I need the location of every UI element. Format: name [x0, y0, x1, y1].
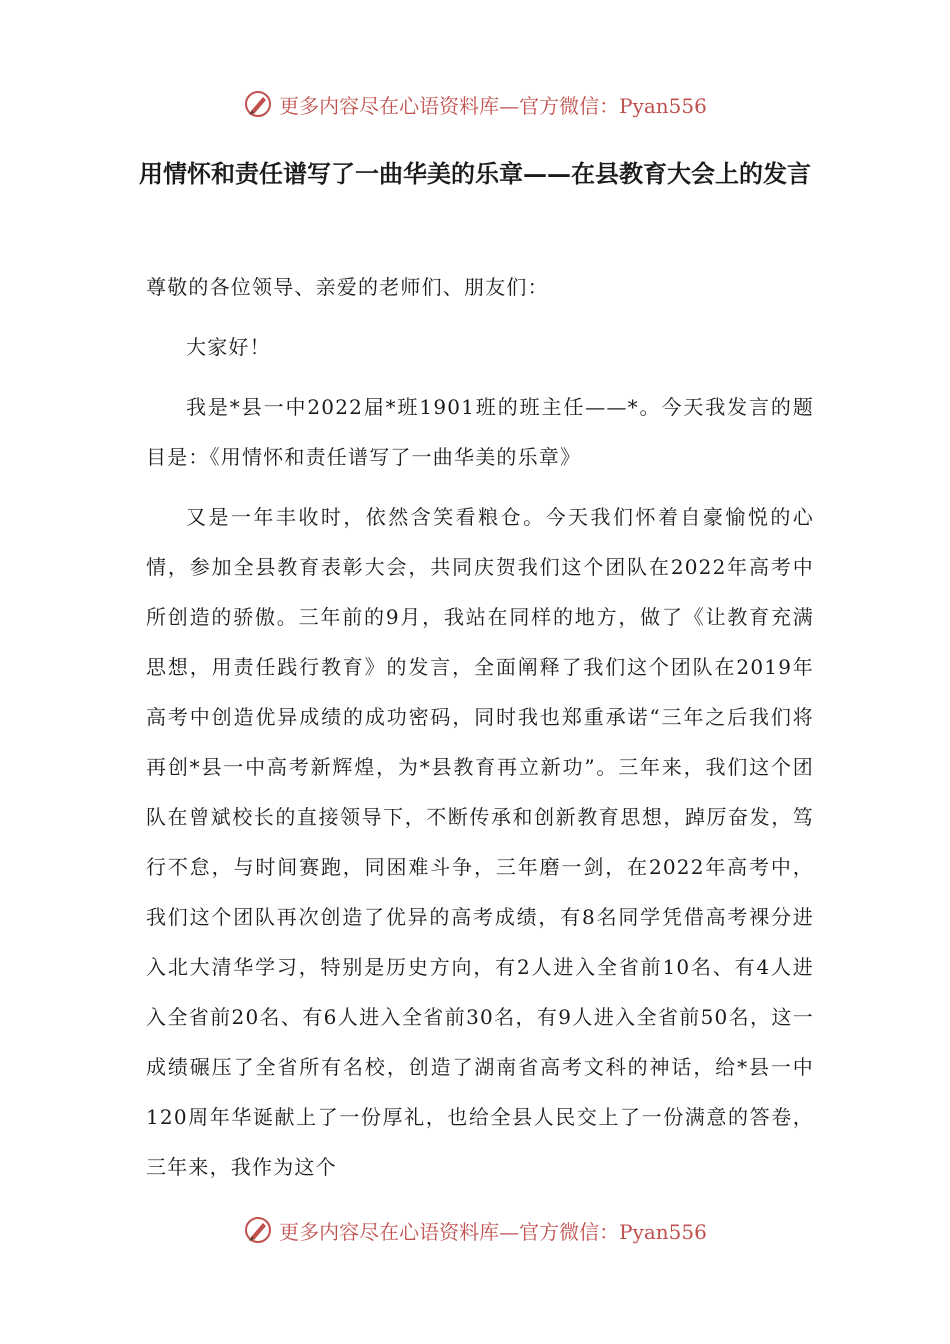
salutation: 尊敬的各位领导、亲爱的老师们、朋友们：: [146, 275, 549, 299]
pen-logo-icon: [243, 89, 273, 119]
greeting: 大家好！: [186, 335, 271, 359]
paragraph: 我是*县一中2022届*班1901班的班主任——*。今天我发言的题目是：《用情怀和责任谱写了一曲华美的乐章》: [146, 395, 814, 469]
document-body: [146, 262, 814, 1179]
document-title: 用情怀和责任谱写了一曲华美的乐章——在县教育大会上的发言: [139, 159, 811, 188]
header-banner: [0, 84, 950, 124]
footer-banner: [0, 1210, 950, 1250]
banner-label: 更多内容尽在心语资料库—官方微信：Pyan556: [279, 93, 707, 118]
banner-label: 更多内容尽在心语资料库—官方微信：Pyan556: [279, 1219, 707, 1244]
pen-logo-icon: [243, 1215, 273, 1245]
paragraph: 又是一年丰收时，依然含笑看粮仓。今天我们怀着自豪愉悦的心情，参加全县教育表彰大会，共同庆贺我们这个团队在2022年高考中所创造的骄傲。三年前的9月，我站在同样的地方，做了《让教育充满思想，用责任践行教育》的发言，全面阐释了我们这个团队在2019年高考中创造优异成绩的成功密码，同时我也郑重承诺“三年之后我们将再创*县一中高考新辉煌，为*县教育再立新功”。三年来，我们这个团队在曾斌校长的直接领导下，不断传承和创新教育思想，踔厉奋发，笃行不怠，与时间赛跑，同困难斗争，三年磨一剑，在2022年高考中，我们这个团队再次创造了优异的高考成绩，有8名同学凭借高考裸分进入北大清华学习，特别是历史方向，有2人进入全省前10名、有4人进入全省前20名、有6人进入全省前30名，有9人进入全省前50名，这一成绩碾压了全省所有名校，创造了湖南省高考文科的神话，给*县一中120周年华诞献上了一份厚礼，也给全县人民交上了一份满意的答卷，三年来，我作为这个: [146, 505, 814, 1179]
